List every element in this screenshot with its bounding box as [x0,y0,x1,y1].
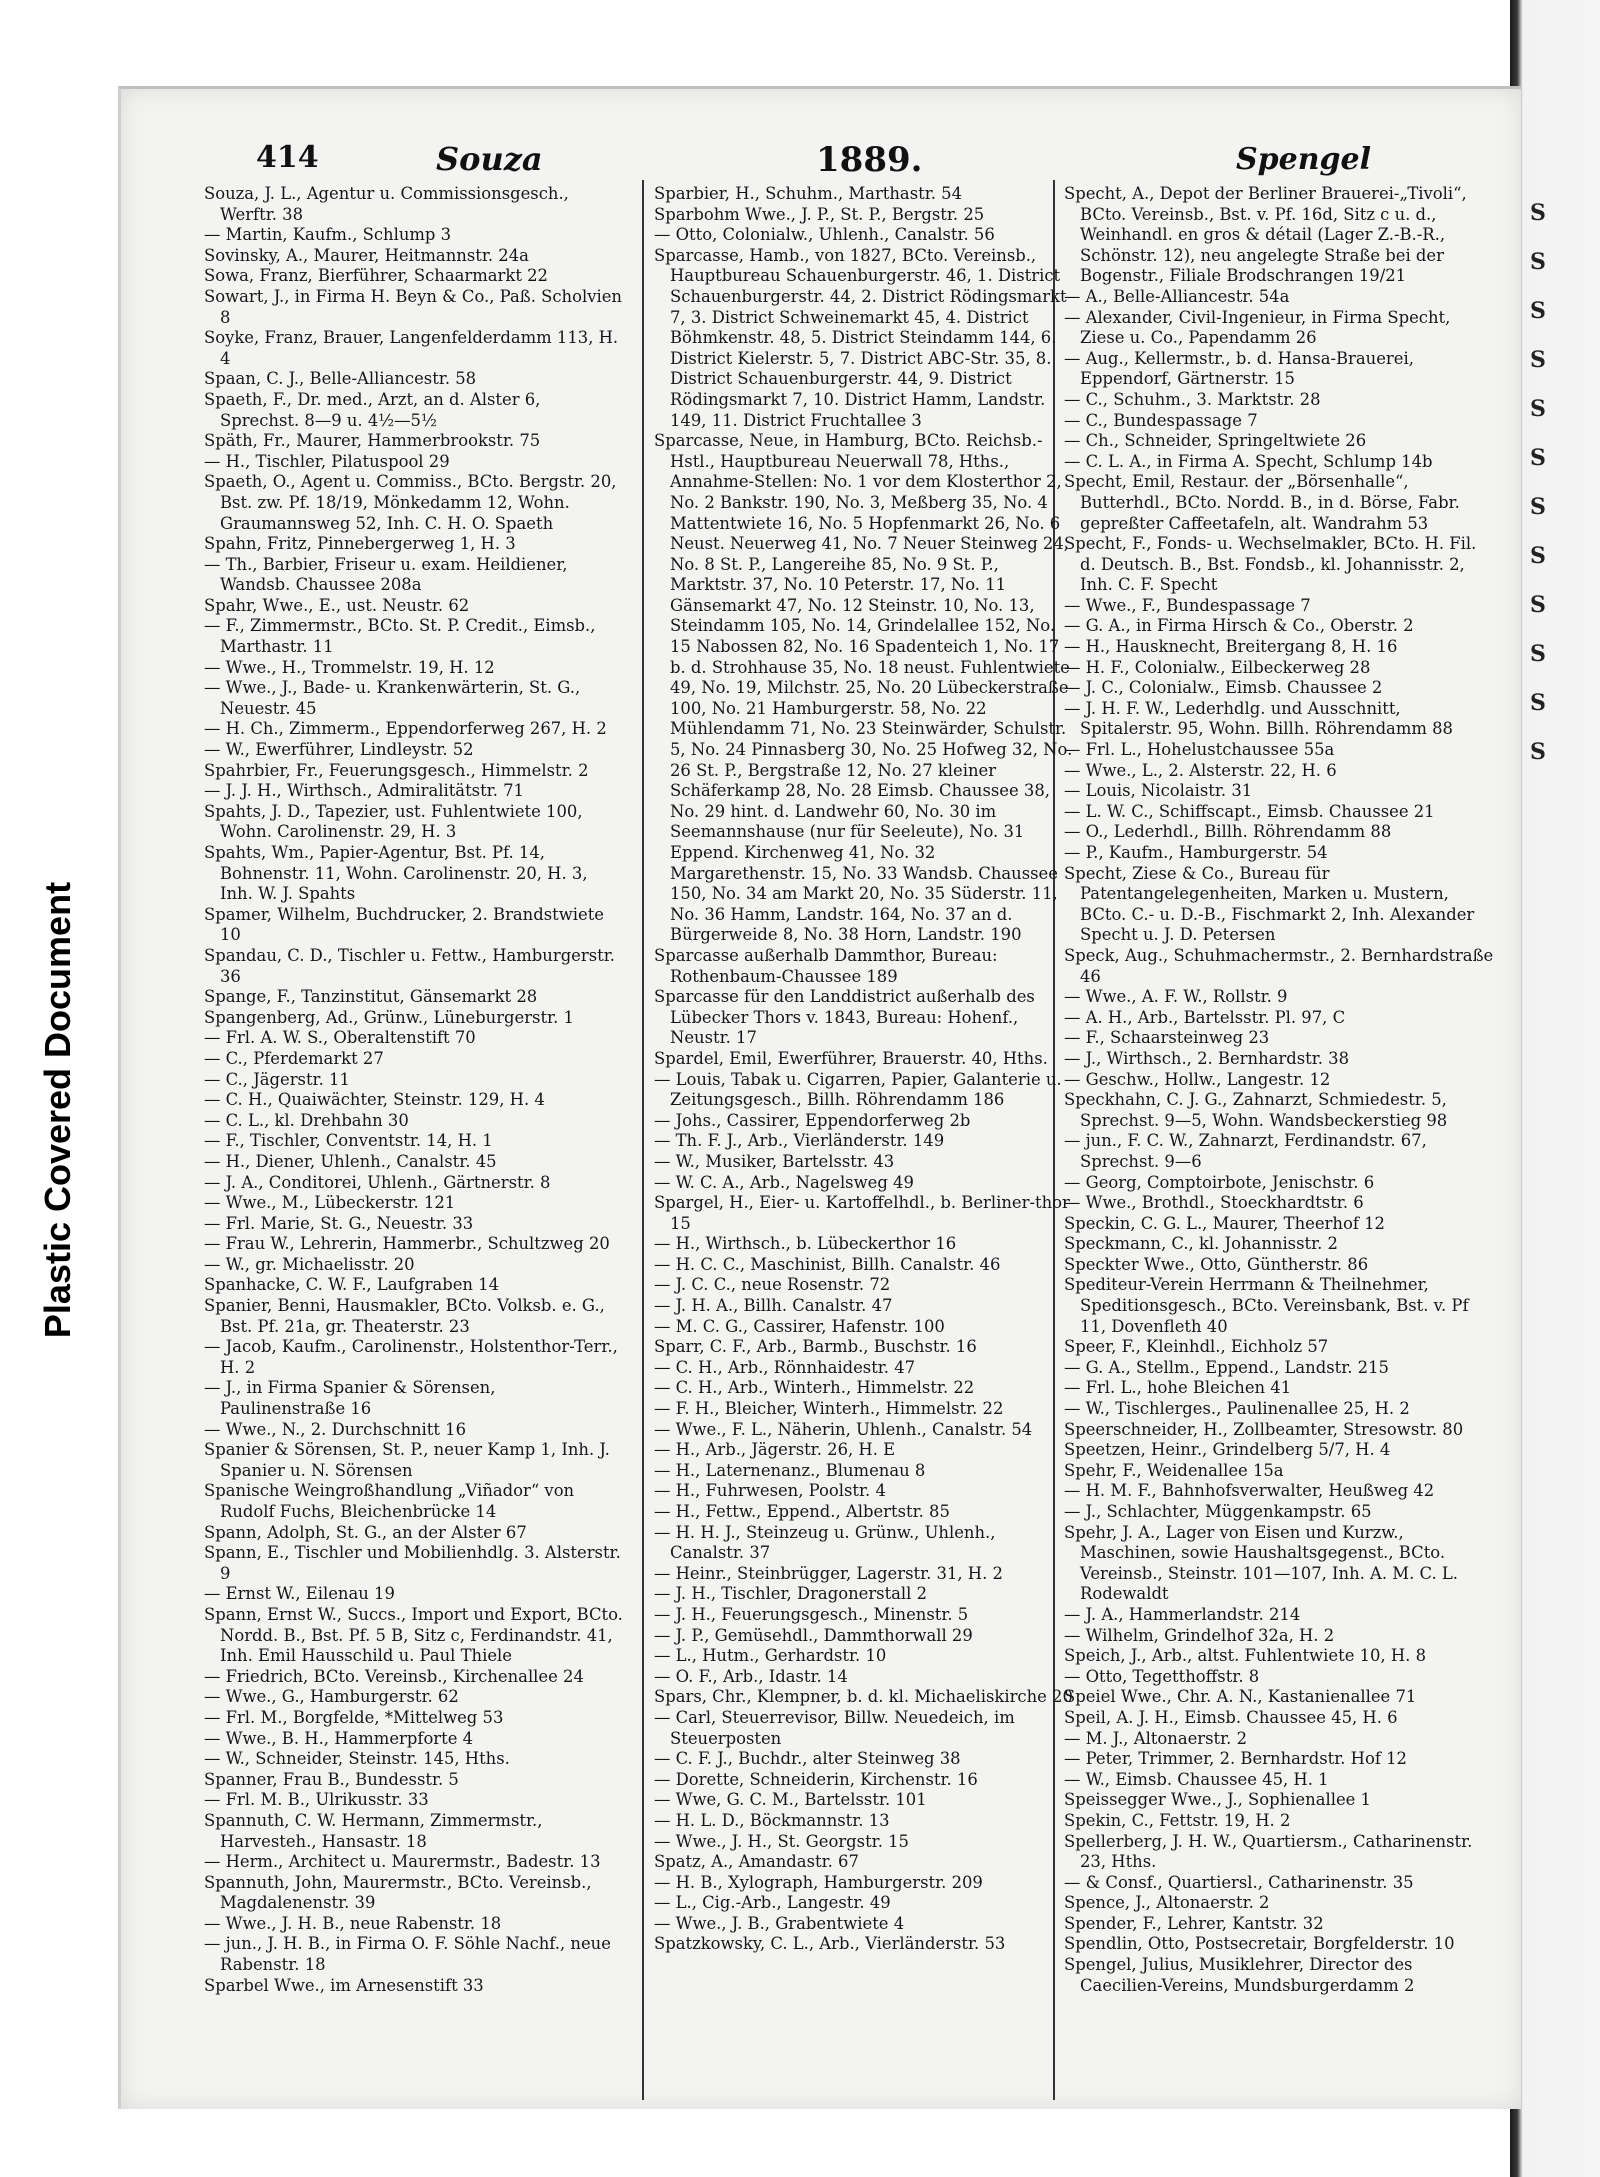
directory-entry: Speckmann, C., kl. Johannisstr. 2 [1064,1234,1338,1254]
directory-entry: — Frl. L., Hohelustchaussee 55a [1064,740,1335,760]
directory-entry: Specht, F., Fonds- u. Wechselmakler, BCto. H. Fil. d. Deutsch. B., Bst. Fondsb., kl. Johannisstr. 2, Inh. C. F. Specht [1064,534,1477,595]
edge-letter: S [1530,494,1546,520]
directory-entry: — Otto, Colonialw., Uhlenh., Canalstr. 56 [654,225,995,245]
directory-entry: — A. H., Arb., Bartelsstr. Pl. 97, C [1064,1007,1346,1027]
directory-entry: — J. C. C., neue Rosenstr. 72 [654,1275,891,1295]
directory-entry: — Louis, Nicolaistr. 31 [1064,781,1253,801]
directory-entry: — C., Schuhm., 3. Marktstr. 28 [1064,389,1321,409]
directory-entry: — J. P., Gemüsehdl., Dammthorwall 29 [654,1625,973,1645]
directory-entry: — J. H. F. W., Lederhdlg. und Ausschnitt, Spitalerstr. 95, Wohn. Billh. Röhrendamm 88 [1064,698,1453,739]
directory-entry: Sparr, C. F., Arb., Barmb., Buschstr. 16 [654,1337,977,1357]
edge-letter: S [1530,739,1546,765]
directory-entry: — Carl, Steuerrevisor, Billw. Neuedeich, im Steuerposten [654,1707,1015,1748]
directory-entry: Speckhahn, C. J. G., Zahnarzt, Schmiedestr. 5, Sprechst. 9—5, Wohn. Wandsbeckerstieg 98 [1064,1090,1448,1130]
directory-entry: — W., Musiker, Bartelsstr. 43 [654,1151,895,1171]
directory-entry: — W., Eimsb. Chaussee 45, H. 1 [1064,1769,1329,1789]
directory-entry: — Heinr., Steinbrügger, Lagerstr. 31, H. 2 [654,1563,1003,1583]
directory-entry: — C. L. A., in Firma A. Specht, Schlump 14b [1064,451,1433,471]
directory-entry: — Wwe., G., Hamburgerstr. 62 [204,1687,459,1707]
directory-entry: — Wwe., F., Bundespassage 7 [1064,595,1311,615]
directory-entry: — Otto, Tegetthoffstr. 8 [1064,1666,1260,1686]
directory-entry: Spengel, Julius, Musiklehrer, Director des Caecilien-Vereins, Mundsburgerdamm 2 [1064,1955,1415,1995]
directory-entry: — C. L., kl. Drehbahn 30 [204,1110,409,1130]
directory-entry: Spanische Weingroßhandlung „Viñador“ von Rudolf Fuchs, Bleichenbrücke 14 [204,1481,575,1521]
directory-entry: — C., Bundespassage 7 [1064,410,1258,430]
directory-entry: Spandau, C. D., Tischler u. Fettw., Hamburgerstr. 36 [204,945,615,986]
directory-entry: — Frl. M., Borgfelde, *Mittelweg 53 [204,1707,504,1727]
directory-entry: — J., Schlachter, Müggenkampstr. 65 [1064,1502,1372,1521]
left-catchword: Souza [436,140,543,178]
directory-entry: — H., Fuhrwesen, Poolstr. 4 [654,1481,886,1501]
directory-entry: — W., Schneider, Steinstr. 145, Hths. [204,1749,510,1769]
directory-entry: — O. F., Arb., Idastr. 14 [654,1666,848,1686]
directory-entry: — C., Pferdemarkt 27 [204,1048,384,1068]
directory-entry: Sparbier, H., Schuhm., Marthastr. 54 [654,184,963,203]
directory-entry: — Wwe., M., Lübeckerstr. 121 [204,1193,456,1213]
directory-entry: — Herm., Architect u. Maurermstr., Badestr. 13 [204,1852,601,1872]
directory-entry: — Wwe., J. H. B., neue Rabenstr. 18 [204,1913,502,1933]
directory-entry: Spediteur-Verein Herrmann & Theilnehmer, Speditionsgesch., BCto. Vereinsbank, Bst. v. Pf 11, Dovenfleth 40 [1064,1275,1469,1336]
directory-entry: Speich, J., Arb., altst. Fuhlentwiete 10, H. 8 [1064,1646,1427,1666]
directory-entry: Speetzen, Heinr., Grindelberg 5/7, H. 4 [1064,1440,1391,1460]
directory-entry: — Frl. Marie, St. G., Neuestr. 33 [204,1213,474,1233]
page-header [136,132,1506,182]
directory-entry: — C. F. J., Buchdr., alter Steinweg 38 [654,1749,961,1769]
directory-entry: — Wwe., L., 2. Alsterstr. 22, H. 6 [1064,760,1337,780]
directory-entry: — P., Kaufm., Hamburgerstr. 54 [1064,843,1328,862]
directory-entry: — Johs., Cassirer, Eppendorferweg 2b [654,1110,971,1130]
directory-entry: Spanhacke, C. W. F., Laufgraben 14 [204,1275,500,1295]
directory-entry: — Wwe., Brothdl., Stoeckhardtstr. 6 [1064,1193,1364,1213]
directory-entry: — M. C. G., Cassirer, Hafenstr. 100 [654,1316,945,1336]
directory-entry: — Wwe., B. H., Hammerpforte 4 [204,1728,474,1748]
edge-letter: S [1530,543,1546,569]
directory-entry: — Friedrich, BCto. Vereinsb., Kirchenallee 24 [204,1666,584,1686]
adjacent-page-edge [1510,0,1600,2177]
directory-entry: Spence, J., Altonaerstr. 2 [1064,1893,1270,1913]
directory-entry: Spahts, J. D., Tapezier, ust. Fuhlentwiete 100, Wohn. Carolinenstr. 29, H. 3 [204,801,583,842]
directory-entry: Spehr, F., Weidenallee 15a [1064,1460,1284,1480]
directory-entry: Sparcasse für den Landdistrict außerhalb des Lübecker Thors v. 1843, Bureau: Hohenf., Neustr. 17 [654,987,1035,1048]
edge-letter: S [1530,200,1546,226]
directory-entry: — Jacob, Kaufm., Carolinenstr., Holstenthor-Terr., H. 2 [204,1337,618,1377]
column-rule [642,180,644,2100]
directory-entry: Spars, Chr., Klempner, b. d. kl. Michaeliskirche 20 [654,1687,1073,1707]
directory-entry: Spannuth, C. W. Hermann, Zimmermstr., Harvestеh., Hansastr. 18 [204,1810,543,1851]
directory-entry: Speckin, C. G. L., Maurer, Theerhof 12 [1064,1213,1385,1233]
directory-entry: — Alexander, Civil-Ingenieur, in Firma Specht, Ziese u. Co., Papendamm 26 [1064,307,1451,348]
directory-entry: Spange, F., Tanzinstitut, Gänsemarkt 28 [204,987,538,1007]
directory-entry: Speerschneider, H., Zollbeamter, Stresowstr. 80 [1064,1419,1464,1439]
directory-entry: Souza, J. L., Agentur u. Commissionsgesch., Werftr. 38 [204,184,569,224]
directory-entry: Sowa, Franz, Bierführer, Schaarmarkt 22 [204,266,548,286]
directory-entry: — Th., Barbier, Friseur u. exam. Heildiener, Wandsb. Chaussee 208a [204,554,568,595]
column-2 [654,184,1074,1955]
directory-entry: — Wwe., A. F. W., Rollstr. 9 [1064,987,1288,1007]
page-year: 1889. [816,140,923,180]
directory-entry: — C. H., Arb., Rönnhaidestr. 47 [654,1357,916,1377]
edge-letter: S [1530,641,1546,667]
column-1 [204,184,624,1996]
directory-entry: Speer, F., Kleinhdl., Eichholz 57 [1064,1337,1329,1357]
directory-entry: — Th. F. J., Arb., Vierländerstr. 149 [654,1131,945,1151]
directory-entry: — Wwe., H., Trommelstr. 19, H. 12 [204,657,495,677]
directory-entry: — A., Belle-Alliancestr. 54a [1064,286,1290,306]
directory-entry: Specht, Emil, Restaur. der „Börsenhalle“, Butterhdl., BCto. Nordd. B., in d. Börse, Fabr. gepreßter Caffeetafeln, alt. Wandrahm 53 [1064,472,1460,533]
directory-entry: — H., Tischler, Pilatuspool 29 [204,451,450,471]
directory-entry: — Wwe., J. H., St. Georgstr. 15 [654,1831,909,1851]
directory-entry: — H. L. D., Böckmannstr. 13 [654,1810,890,1830]
directory-entry: Spamer, Wilhelm, Buchdrucker, 2. Brandstwiete 10 [204,904,604,945]
directory-entry: Spaeth, F., Dr. med., Arzt, an d. Alster 6, Sprechst. 8—9 u. 4½—5½ [204,389,541,430]
right-catchword: Spengel [1236,142,1371,177]
edge-letter: S [1530,396,1546,422]
directory-entry: Spahr, Wwe., E., ust. Neustr. 62 [204,595,470,615]
directory-entry: — jun., J. H. B., in Firma O. F. Söhle Nachf., neue Rabenstr. 18 [204,1934,611,1975]
directory-entry: — M. J., Altonaerstr. 2 [1064,1728,1248,1748]
directory-entry: Sparbohm Wwe., J. P., St. P., Bergstr. 25 [654,204,985,224]
directory-entry: — F. H., Bleicher, Winterh., Himmelstr. 22 [654,1399,1004,1419]
directory-entry: Sparcasse, Neue, in Hamburg, BCto. Reichsb.-Hstl., Hauptbureau Neuerwall 78, Hths., Annahme-Stellen: No. 1 vor dem Klosterthor 2, No. 2 Bankstr. 190, No. 3, Meßberg 35, No. 4 Mattentwiete 16, No. 5 Hopfenmarkt 26, No. 6 Neust. Neuerweg 41, No. 7 Neuer Steinweg 24, No. 8 St. P., Langereihe 85, No. 9 St. P., Marktstr. 37, No. 10 Peterstr. 17, No. 11 Gänsemarkt 47, No. 12 Steinstr. 10, No. 13, Steindamm 105, No. 14, Grindelallee 152, No. 15 Nabossen 82, No. 16 Spadenteich 1, No. 17 b. d. Strohhause 35, No. 18 neust. Fuhlentwiete 49, No. 19, Milchstr. 25, No. 20 Lübeckerstraße 100, No. 21 Hamburgerstr. 58, No. 22 Mühlendamm 71, No. 23 Steinwärder, Schulstr. 5, No. 24 Pinnasberg 30, No. 25 Hofweg 32, No. 26 St. P., Bergstraße 12, No. 27 kleiner Schäferkamp 28, No. 28 Eimsb. Chaussee 38, No. 29 hint. d. Landwehr 60, No. 30 im Seemannshause (nur für Seeleute), No. 31 Eppend. Kirchenweg 41, No. 32 Margarethenstr. 15, No. 33 Wandsb. Chaussee 150, No. 34 am Markt 20, No. 35 Süderstr. 11, No. 36 Hamm, Landstr. 164, No. 37 an d. Bürgerweide 8, No. 38 Horn, Landstr. 190 [654,431,1073,945]
directory-entry: — W. C. A., Arb., Nagelsweg 49 [654,1172,914,1192]
directory-entry: — H. Ch., Zimmerm., Eppendorferweg 267, H. 2 [204,719,607,739]
directory-entry: Spann, Adolph, St. G., an der Alster 67 [204,1522,527,1542]
directory-entry: Specht, Ziese & Co., Bureau für Patentangelegenheiten, Marken u. Mustern, BCto. C.- u. D.-B., Fischmarkt 2, Inh. Alexander Specht u. J. D. Petersen [1064,863,1475,945]
directory-entry: Spanier, Benni, Hausmakler, BCto. Volksb. e. G., Bst. Pf. 21a, gr. Theaterstr. 23 [204,1296,605,1336]
directory-entry: Sowart, J., in Firma H. Beyn & Co., Paß. Scholvien 8 [204,286,622,327]
directory-entry: Speil, A. J. H., Eimsb. Chaussee 45, H. 6 [1064,1707,1398,1727]
directory-entry: — H., Wirthsch., b. Lübeckerthor 16 [654,1234,957,1254]
page-number: 414 [256,140,319,175]
directory-entry: — Wwe, G. C. M., Bartelsstr. 101 [654,1790,927,1810]
directory-entry: Sparcasse, Hamb., von 1827, BCto. Vereinsb., Hauptbureau Schauenburgerstr. 46, 1. District Schauenburgerstr. 44, 2. District Rödingsmarkt 7, 3. District Schweinemarkt 45, 4. District Böhmkenstr. 48, 5. District Steindamm 144, 6. District Kielerstr. 5, 7. District ABC-Str. 35, 8. District Schauenburgerstr. 44, 9. District Rödingsmarkt 7, 10. District Hamm, Landstr. 149, 11. District Fruchtallee 3 [654,245,1067,430]
edge-letter: S [1530,249,1546,275]
directory-entry: Spekin, C., Fettstr. 19, H. 2 [1064,1810,1291,1830]
directory-entry: — Louis, Tabak u. Cigarren, Papier, Galanterie u. Zeitungsgesch., Billh. Röhrendamm 186 [654,1069,1062,1110]
directory-entry: — Frl. A. W. S., Oberaltenstift 70 [204,1028,476,1048]
directory-entry: Spann, Ernst W., Succs., Import und Export, BCto. Nordd. B., Bst. Pf. 5 B, Sitz c, Ferdinandstr. 41, Inh. Emil Hausschild u. Paul Thiele [204,1604,623,1666]
directory-entry: — Wwe., J. B., Grabentwiete 4 [654,1913,905,1933]
directory-entry: — Wwe., N., 2. Durchschnitt 16 [204,1419,467,1439]
directory-entry: — L., Cig.-Arb., Langestr. 49 [654,1893,891,1913]
directory-entry: — J. J. H., Wirthsch., Admiralitätstr. 71 [204,781,524,801]
directory-entry: Speck, Aug., Schuhmachermstr., 2. Bernhardstraße 46 [1064,945,1494,986]
directory-entry: — H. B., Xylograph, Hamburgerstr. 209 [654,1872,983,1892]
directory-entry: Specht, A., Depot der Berliner Brauerei-„Tivoli“, BCto. Vereinsb., Bst. v. Pf. 16d, Sitz c u. d., Weinhandl. en gros & détail (Lager Z.-B.-R., Schönstr. 12), neu angelegte Straße bei der Bogenstr., Filiale Brodschrangen 19/21 [1064,184,1467,286]
directory-entry: — O., Lederhdl., Billh. Röhrendamm 88 [1064,822,1392,842]
edge-letter: S [1530,592,1546,618]
directory-entry: — Peter, Trimmer, 2. Bernhardstr. Hof 12 [1064,1749,1407,1769]
directory-entry: — G. A., Stellm., Eppend., Landstr. 215 [1064,1357,1389,1377]
edge-letter: S [1530,690,1546,716]
directory-entry: — H., Arb., Jägerstr. 26, H. E [654,1440,896,1460]
directory-entry: — F., Schaarsteinweg 23 [1064,1028,1270,1048]
directory-entry: — Georg, Comptoirbote, Jenischstr. 6 [1064,1172,1375,1192]
directory-entry: — H. F., Colonialw., Eilbeckerweg 28 [1064,657,1371,677]
directory-entry: — Ch., Schneider, Springeltwiete 26 [1064,431,1367,451]
directory-entry: — H. M. F., Bahnhofsverwalter, Heußweg 42 [1064,1481,1435,1501]
directory-entry: Spahrbier, Fr., Feuerungsgesch., Himmelstr. 2 [204,760,589,780]
directory-entry: — jun., F. C. W., Zahnarzt, Ferdinandstr. 67, Sprechst. 9—6 [1064,1131,1427,1171]
directory-entry: Spanner, Frau B., Bundesstr. 5 [204,1769,459,1789]
directory-entry: Speiel Wwe., Chr. A. N., Kastanienallee 71 [1064,1687,1417,1707]
directory-entry: — H. C. C., Maschinist, Billh. Canalstr. 46 [654,1254,1001,1274]
directory-entry: Spahn, Fritz, Pinnebergerweg 1, H. 3 [204,534,516,554]
directory-entry: — J. H. A., Billh. Canalstr. 47 [654,1296,893,1316]
directory-entry: — J. H., Feuerungsgesch., Minenstr. 5 [654,1604,969,1624]
directory-entry: Spann, E., Tischler und Mobilienhdlg. 3. Alsterstr. 9 [204,1543,621,1583]
directory-entry: — H., Fettw., Eppend., Albertstr. 85 [654,1502,950,1521]
directory-entry: — Martin, Kaufm., Schlump 3 [204,225,452,245]
directory-entry: — F., Zimmermstr., BCto. St. P. Credit., Eimsb., Marthastr. 11 [204,616,596,657]
directory-entry: Speissegger Wwe., J., Sophienallee 1 [1064,1790,1371,1810]
directory-entry: Sparbel Wwe., im Arnesenstift 33 [204,1975,484,1995]
directory-entry: — J. A., Conditorei, Uhlenh., Gärtnerstr. 8 [204,1172,551,1192]
directory-entry: — Wwe., J., Bade- u. Krankenwärterin, St. G., Neuestr. 45 [204,678,581,718]
directory-entry: Spehr, J. A., Lager von Eisen und Kurzw., Maschinen, sowie Haushaltsgegenst., BCto. Vereinsb., Steinstr. 101—107, Inh. A. M. C. L. Rodewaldt [1064,1522,1458,1604]
directory-entry: — C., Jägerstr. 11 [204,1069,350,1089]
directory-entry: — H., Diener, Uhlenh., Canalstr. 45 [204,1151,497,1171]
edge-letter: S [1530,298,1546,324]
directory-entry: — Wwe., F. L., Näherin, Uhlenh., Canalstr. 54 [654,1419,1033,1439]
directory-entry: — Geschw., Hollw., Langestr. 12 [1064,1069,1331,1089]
directory-entry: — L., Hutm., Gerhardstr. 10 [654,1646,887,1666]
directory-entry: — L. W. C., Schiffscapt., Eimsb. Chaussee 21 [1064,801,1435,821]
directory-entry: — H., Laternenanz., Blumenau 8 [654,1460,926,1480]
directory-entry: Späth, Fr., Maurer, Hammerbrookstr. 75 [204,431,541,451]
directory-entry: — C. H., Arb., Winterh., Himmelstr. 22 [654,1378,975,1398]
directory-entry: — F., Tischler, Conventstr. 14, H. 1 [204,1131,493,1151]
directory-entry: — W., Ewerführer, Lindleystr. 52 [204,740,474,760]
side-label: Plastic Covered Document [37,881,78,1339]
directory-entry: Spargel, H., Eier- u. Kartoffelhdl., b. Berliner-thor 15 [654,1193,1070,1233]
directory-entry: — Frl. M. B., Ulrikusstr. 33 [204,1790,429,1810]
directory-entry: — Ernst W., Eilenau 19 [204,1584,395,1604]
directory-entry: — J. C., Colonialw., Eimsb. Chaussee 2 [1064,678,1383,698]
directory-entry: Spahts, Wm., Papier-Agentur, Bst. Pf. 14, Bohnenstr. 11, Wohn. Carolinenstr. 20, H. 3, Inh. W. J. Spahts [204,843,588,904]
edge-letter: S [1530,445,1546,471]
directory-entry: — H., Hausknecht, Breitergang 8, H. 16 [1064,637,1398,657]
directory-entry: Spaan, C. J., Belle-Alliancestr. 58 [204,369,477,389]
directory-entry: — J. A., Hammerlandstr. 214 [1064,1604,1301,1624]
adjacent-page-letters [1530,200,1546,765]
directory-entry: — W., Tischlerges., Paulinenallee 25, H. 2 [1064,1399,1410,1419]
directory-entry: Spanier & Sörensen, St. P., neuer Kamp 1, Inh. J. Spanier u. N. Sörensen [204,1440,610,1480]
directory-entry: Spender, F., Lehrer, Kantstr. 32 [1064,1913,1324,1933]
directory-entry: Spatzkowsky, C. L., Arb., Vierländerstr. 53 [654,1934,1006,1954]
directory-entry: Soyke, Franz, Brauer, Langenfelderdamm 113, H. 4 [204,328,619,368]
directory-entry: — J. H., Tischler, Dragonerstall 2 [654,1584,928,1604]
directory-entry: Speckter Wwe., Otto, Güntherstr. 86 [1064,1254,1369,1274]
edge-letter: S [1530,347,1546,373]
directory-entry: Spellerberg, J. H. W., Quartiersm., Catharinenstr. 23, Hths. [1064,1831,1473,1872]
directory-entry: — H. H. J., Steinzeug u. Grünw., Uhlenh., Canalstr. 37 [654,1522,996,1563]
directory-entry: Spaeth, O., Agent u. Commiss., BCto. Bergstr. 20, Bst. zw. Pf. 18/19, Mönkedamm 12, Wohn. Graumannsweg 52, Inh. C. H. O. Spaeth [204,472,617,533]
directory-entry: — W., gr. Michaelisstr. 20 [204,1254,415,1274]
directory-entry: — G. A., in Firma Hirsch & Co., Oberstr. 2 [1064,616,1414,636]
column-3 [1064,184,1494,1996]
directory-entry: Spatz, A., Amandastr. 67 [654,1852,859,1872]
directory-entry: Sovinsky, A., Maurer, Heitmannstr. 24a [204,245,529,265]
directory-entry: Spendlin, Otto, Postsecretair, Borgfelderstr. 10 [1064,1934,1455,1954]
directory-entry: — & Consf., Quartiersl., Catharinenstr. 35 [1064,1872,1414,1892]
directory-entry: — Aug., Kellermstr., b. d. Hansa-Brauerei, Eppendorf, Gärtnerstr. 15 [1064,348,1414,389]
directory-entry: — Dorette, Schneiderin, Kirchenstr. 16 [654,1769,978,1789]
directory-entry: — Frl. L., hohe Bleichen 41 [1064,1378,1292,1398]
directory-entry: Spannuth, John, Maurermstr., BCto. Vereinsb., Magdalenenstr. 39 [204,1872,592,1913]
directory-entry: Spangenberg, Ad., Grünw., Lüneburgerstr. 1 [204,1007,574,1027]
directory-entry: — J., in Firma Spanier & Sörensen, Paulinenstraße 16 [204,1378,496,1419]
directory-entry: — C. H., Quaiwächter, Steinstr. 129, H. 4 [204,1090,545,1110]
directory-entry: Sparcasse außerhalb Dammthor, Bureau: Rothenbaum-Chaussee 189 [654,945,998,986]
directory-entry: Spardel, Emil, Ewerführer, Brauerstr. 40, Hths. [654,1048,1048,1068]
directory-entry: — Frau W., Lehrerin, Hammerbr., Schultzweg 20 [204,1234,610,1254]
directory-entry: — Wilhelm, Grindelhof 32a, H. 2 [1064,1625,1335,1645]
directory-entry: — J., Wirthsch., 2. Bernhardstr. 38 [1064,1048,1350,1068]
